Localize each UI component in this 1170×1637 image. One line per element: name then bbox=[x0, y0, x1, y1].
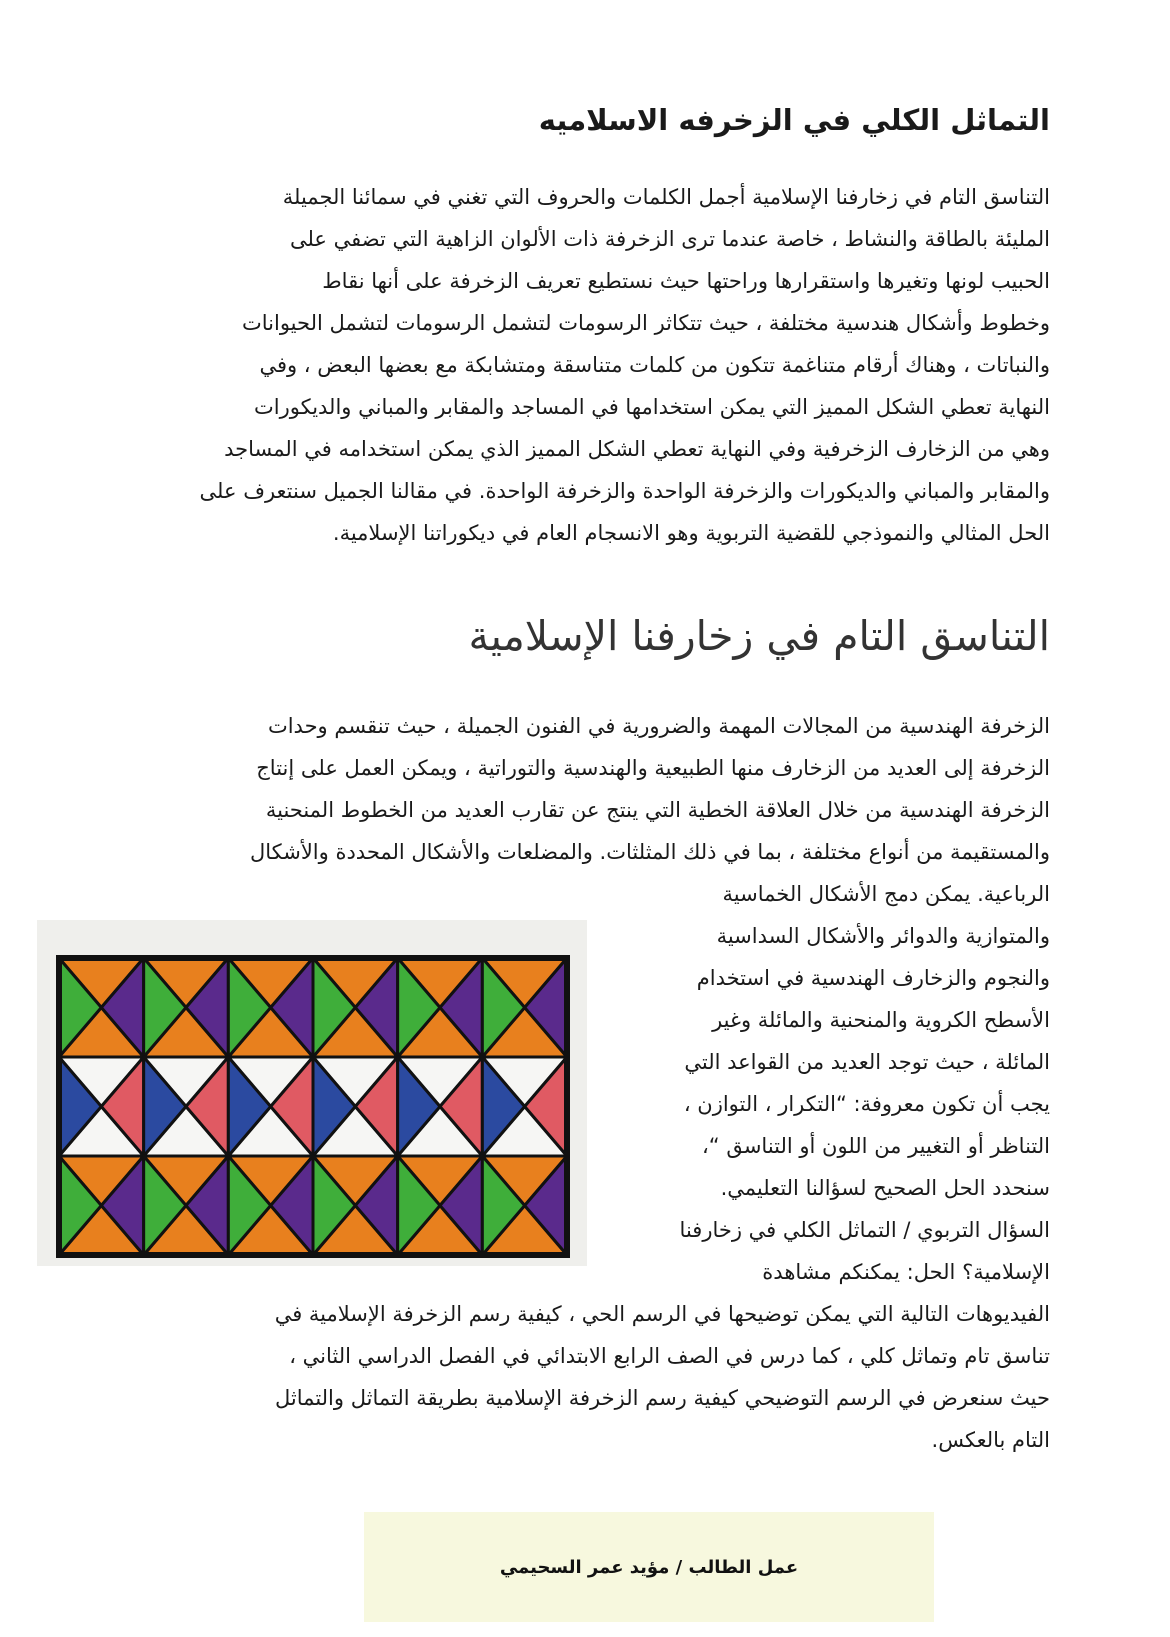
body-paragraph-bottom bbox=[130, 1293, 1050, 1461]
intro-line: وهي من الزخارف الزخرفية وفي النهاية تعطي الشكل المميز الذي يمكن استخدامه في المساجد bbox=[224, 437, 1050, 461]
body-line: والنجوم والزخارف الهندسية في استخدام bbox=[696, 966, 1050, 990]
article-title: التماثل الكلي في الزخرفه الاسلاميه bbox=[538, 103, 1050, 137]
body-line: الأسطح الكروية والمنحنية والمائلة وغير bbox=[712, 1008, 1050, 1032]
body-line: والمتوازية والدوائر والأشكال السداسية bbox=[716, 924, 1050, 948]
intro-line: والنباتات ، وهناك أرقام متناغمة تتكون من كلمات متناسقة ومتشابكة مع بعضها البعض ، وفي bbox=[259, 353, 1050, 377]
body-line: تناسق تام وتماثل كلي ، كما درس في الصف الرابع الابتدائي في الفصل الدراسي الثاني ، bbox=[289, 1344, 1050, 1368]
intro-line: المليئة بالطاقة والنشاط ، خاصة عندما ترى الزخرفة ذات الألوان الزاهية التي تضفي على bbox=[289, 227, 1050, 251]
body-line: التام بالعكس. bbox=[931, 1428, 1050, 1452]
student-credit: عمل الطالب / مؤيد عمر السحيمي bbox=[499, 1556, 799, 1578]
body-line: والمستقيمة من أنواع مختلفة ، بما في ذلك المثلثات. والمضلعات والأشكال المحددة والأشكال bbox=[249, 840, 1050, 864]
geometric-ornament-drawing bbox=[37, 920, 587, 1266]
section-heading: التناسق التام في زخارفنا الإسلامية bbox=[468, 612, 1050, 660]
ornament-svg bbox=[37, 920, 587, 1266]
body-line: الزخرفة الهندسية من خلال العلاقة الخطية التي ينتج عن تقارب العديد من الخطوط المنحنية bbox=[265, 798, 1050, 822]
body-line: المائلة ، حيث توجد العديد من القواعد التي bbox=[684, 1050, 1050, 1074]
body-line: حيث سنعرض في الرسم التوضيحي كيفية رسم الزخرفة الإسلامية بطريقة التماثل والتماثل bbox=[275, 1386, 1050, 1410]
body-paragraph-top bbox=[130, 705, 1050, 873]
body-line: التناظر أو التغيير من اللون أو التناسق “، bbox=[701, 1134, 1050, 1158]
body-line: الفيديوهات التالية التي يمكن توضيحها في الرسم الحي ، كيفية رسم الزخرفة الإسلامية في bbox=[274, 1302, 1050, 1326]
intro-line: النهاية تعطي الشكل المميز التي يمكن استخدامها في المساجد والمقابر والمباني والديكورات bbox=[254, 395, 1050, 419]
body-line: الإسلامية؟ الحل: يمكنكم مشاهدة bbox=[762, 1260, 1050, 1284]
body-line: الزخرفة إلى العديد من الزخارف منها الطبيعية والهندسية والتوراتية ، ويمكن العمل على إنتاج bbox=[256, 756, 1050, 780]
student-credit-box bbox=[364, 1512, 934, 1622]
intro-line: والمقابر والمباني والديكورات والزخرفة الواحدة والزخرفة الواحدة. في مقالنا الجميل سنتعرف على bbox=[199, 479, 1050, 503]
body-line: السؤال التربوي / التماثل الكلي في زخارفنا bbox=[679, 1218, 1050, 1242]
body-paragraph-side bbox=[620, 873, 1050, 1293]
body-line: يجب أن تكون معروفة: “التكرار ، التوازن ، bbox=[683, 1092, 1050, 1116]
body-line: سنحدد الحل الصحيح لسؤالنا التعليمي. bbox=[720, 1176, 1050, 1200]
intro-line: الحل المثالي والنموذجي للقضية التربوية وهو الانسجام العام في ديكوراتنا الإسلامية. bbox=[332, 521, 1050, 545]
body-line: الزخرفة الهندسية من المجالات المهمة والضرورية في الفنون الجميلة ، حيث تنقسم وحدات bbox=[267, 714, 1050, 738]
intro-line: الحبيب لونها وتغيرها واستقرارها وراحتها حيث نستطيع تعريف الزخرفة على أنها نقاط bbox=[322, 269, 1050, 293]
intro-paragraph bbox=[105, 176, 1050, 554]
intro-line: وخطوط وأشكال هندسية مختلفة ، حيث تتكاثر الرسومات لتشمل الرسومات لتشمل الحيوانات bbox=[241, 311, 1050, 335]
intro-line: التناسق التام في زخارفنا الإسلامية أجمل الكلمات والحروف التي تغني في سمائنا الجميلة bbox=[282, 185, 1050, 209]
body-line: الرباعية. يمكن دمج الأشكال الخماسية bbox=[722, 882, 1050, 906]
